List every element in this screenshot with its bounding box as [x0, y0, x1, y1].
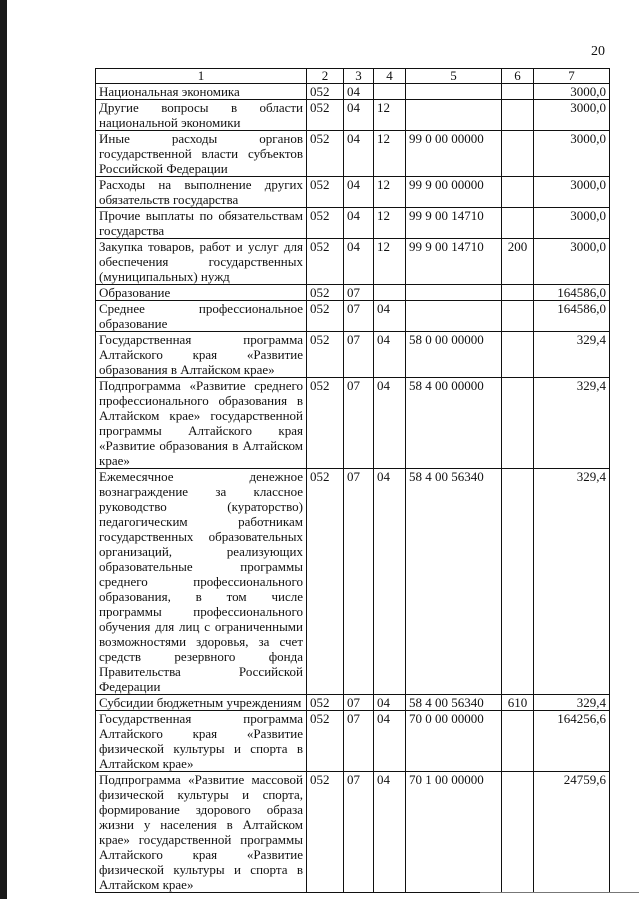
target-article-cell: 99 0 00 00000 [406, 131, 502, 177]
subchapter-code-cell: 12 [374, 100, 406, 131]
expense-type-cell: 200 [502, 239, 534, 285]
section-code-cell: 052 [307, 695, 344, 711]
table-row [96, 239, 610, 285]
row-name-cell: Государственная программа Алтайского края «Развитие образования в Алтайском крае» [96, 332, 307, 378]
expense-type-cell [502, 100, 534, 131]
budget-table [95, 68, 610, 893]
row-name-cell: Национальная экономика [96, 84, 307, 100]
amount-cell: 3000,0 [534, 84, 610, 100]
table-row [96, 301, 610, 332]
chapter-code-cell: 07 [344, 378, 374, 469]
target-article-cell [406, 301, 502, 332]
subchapter-code-cell: 04 [374, 378, 406, 469]
column-header: 2 [307, 69, 344, 84]
expense-type-cell [502, 711, 534, 772]
section-code-cell: 052 [307, 378, 344, 469]
column-header: 6 [502, 69, 534, 84]
chapter-code-cell: 07 [344, 711, 374, 772]
subchapter-code-cell: 12 [374, 208, 406, 239]
amount-cell: 3000,0 [534, 100, 610, 131]
chapter-code-cell: 07 [344, 469, 374, 695]
table-row [96, 469, 610, 695]
table-row [96, 711, 610, 772]
target-article-cell [406, 285, 502, 301]
amount-cell: 164586,0 [534, 301, 610, 332]
row-name-cell: Среднее профессиональное образование [96, 301, 307, 332]
row-name-cell: Ежемесячное денежное вознаграждение за классное руководство (кураторство) педагогическим работникам государственных образовательных организаций, реализующих образовательные программы среднего профессионального образования, в том числе программы профессионального обучения для лиц с ограниченными возможностями здоровья, за счет средств резервного фонда Правительства Российской Федерации [96, 469, 307, 695]
expense-type-cell [502, 772, 534, 893]
target-article-cell [406, 100, 502, 131]
chapter-code-cell: 07 [344, 772, 374, 893]
amount-cell: 24759,6 [534, 772, 610, 893]
target-article-cell: 58 0 00 00000 [406, 332, 502, 378]
section-code-cell: 052 [307, 711, 344, 772]
target-article-cell: 70 0 00 00000 [406, 711, 502, 772]
chapter-code-cell: 04 [344, 177, 374, 208]
section-code-cell: 052 [307, 208, 344, 239]
target-article-cell [406, 84, 502, 100]
section-code-cell: 052 [307, 285, 344, 301]
table-row [96, 208, 610, 239]
scan-edge [0, 0, 7, 899]
table-row [96, 378, 610, 469]
target-article-cell: 58 4 00 56340 [406, 695, 502, 711]
section-code-cell: 052 [307, 131, 344, 177]
row-name-cell: Образование [96, 285, 307, 301]
chapter-code-cell: 04 [344, 84, 374, 100]
row-name-cell: Иные расходы органов государственной власти субъектов Российской Федерации [96, 131, 307, 177]
column-header: 1 [96, 69, 307, 84]
amount-cell: 164256,6 [534, 711, 610, 772]
expense-type-cell [502, 131, 534, 177]
chapter-code-cell: 07 [344, 301, 374, 332]
amount-cell: 329,4 [534, 695, 610, 711]
row-name-cell: Расходы на выполнение других обязательств государства [96, 177, 307, 208]
subchapter-code-cell: 04 [374, 332, 406, 378]
chapter-code-cell: 07 [344, 695, 374, 711]
section-code-cell: 052 [307, 100, 344, 131]
amount-cell: 3000,0 [534, 208, 610, 239]
subchapter-code-cell: 04 [374, 469, 406, 695]
target-article-cell: 99 9 00 14710 [406, 208, 502, 239]
expense-type-cell [502, 177, 534, 208]
subchapter-code-cell: 04 [374, 772, 406, 893]
amount-cell: 3000,0 [534, 131, 610, 177]
subchapter-code-cell [374, 84, 406, 100]
section-code-cell: 052 [307, 332, 344, 378]
table-row [96, 84, 610, 100]
row-name-cell: Другие вопросы в области национальной экономики [96, 100, 307, 131]
header-row [96, 69, 610, 84]
section-code-cell: 052 [307, 84, 344, 100]
subchapter-code-cell: 12 [374, 239, 406, 285]
column-header: 4 [374, 69, 406, 84]
chapter-code-cell: 07 [344, 285, 374, 301]
expense-type-cell [502, 84, 534, 100]
chapter-code-cell: 07 [344, 332, 374, 378]
page-number: 20 [591, 44, 605, 59]
column-header: 7 [534, 69, 610, 84]
chapter-code-cell: 04 [344, 208, 374, 239]
table-row [96, 100, 610, 131]
chapter-code-cell: 04 [344, 239, 374, 285]
target-article-cell: 70 1 00 00000 [406, 772, 502, 893]
target-article-cell: 99 9 00 14710 [406, 239, 502, 285]
section-code-cell: 052 [307, 177, 344, 208]
footer-rule [480, 892, 639, 893]
table-row [96, 695, 610, 711]
table-row [96, 285, 610, 301]
column-header: 3 [344, 69, 374, 84]
amount-cell: 329,4 [534, 469, 610, 695]
row-name-cell: Подпрограмма «Развитие среднего профессионального образования в Алтайском крае» государственной программы Алтайского края «Развитие образования в Алтайском крае» [96, 378, 307, 469]
subchapter-code-cell: 04 [374, 301, 406, 332]
expense-type-cell [502, 208, 534, 239]
row-name-cell: Закупка товаров, работ и услуг для обеспечения государственных (муниципальных) нужд [96, 239, 307, 285]
expense-type-cell [502, 285, 534, 301]
row-name-cell: Субсидии бюджетным учреждениям [96, 695, 307, 711]
subchapter-code-cell: 04 [374, 695, 406, 711]
subchapter-code-cell [374, 285, 406, 301]
chapter-code-cell: 04 [344, 100, 374, 131]
row-name-cell: Подпрограмма «Развитие массовой физической культуры и спорта, формирование здорового образа жизни у населения в Алтайском крае» государственной программы Алтайского края «Развитие физической культуры и спорта в Алтайском крае» [96, 772, 307, 893]
amount-cell: 3000,0 [534, 239, 610, 285]
chapter-code-cell: 04 [344, 131, 374, 177]
amount-cell: 329,4 [534, 332, 610, 378]
row-name-cell: Государственная программа Алтайского края «Развитие физической культуры и спорта в Алтайском крае» [96, 711, 307, 772]
subchapter-code-cell: 12 [374, 131, 406, 177]
section-code-cell: 052 [307, 301, 344, 332]
column-header: 5 [406, 69, 502, 84]
amount-cell: 329,4 [534, 378, 610, 469]
expense-type-cell [502, 332, 534, 378]
section-code-cell: 052 [307, 239, 344, 285]
target-article-cell: 99 9 00 00000 [406, 177, 502, 208]
expense-type-cell: 610 [502, 695, 534, 711]
section-code-cell: 052 [307, 469, 344, 695]
expense-type-cell [502, 469, 534, 695]
amount-cell: 164586,0 [534, 285, 610, 301]
target-article-cell: 58 4 00 00000 [406, 378, 502, 469]
table-row [96, 772, 610, 893]
expense-type-cell [502, 301, 534, 332]
amount-cell: 3000,0 [534, 177, 610, 208]
subchapter-code-cell: 04 [374, 711, 406, 772]
table-row [96, 332, 610, 378]
expense-type-cell [502, 378, 534, 469]
table-row [96, 177, 610, 208]
subchapter-code-cell: 12 [374, 177, 406, 208]
table-row [96, 131, 610, 177]
target-article-cell: 58 4 00 56340 [406, 469, 502, 695]
row-name-cell: Прочие выплаты по обязательствам государства [96, 208, 307, 239]
section-code-cell: 052 [307, 772, 344, 893]
